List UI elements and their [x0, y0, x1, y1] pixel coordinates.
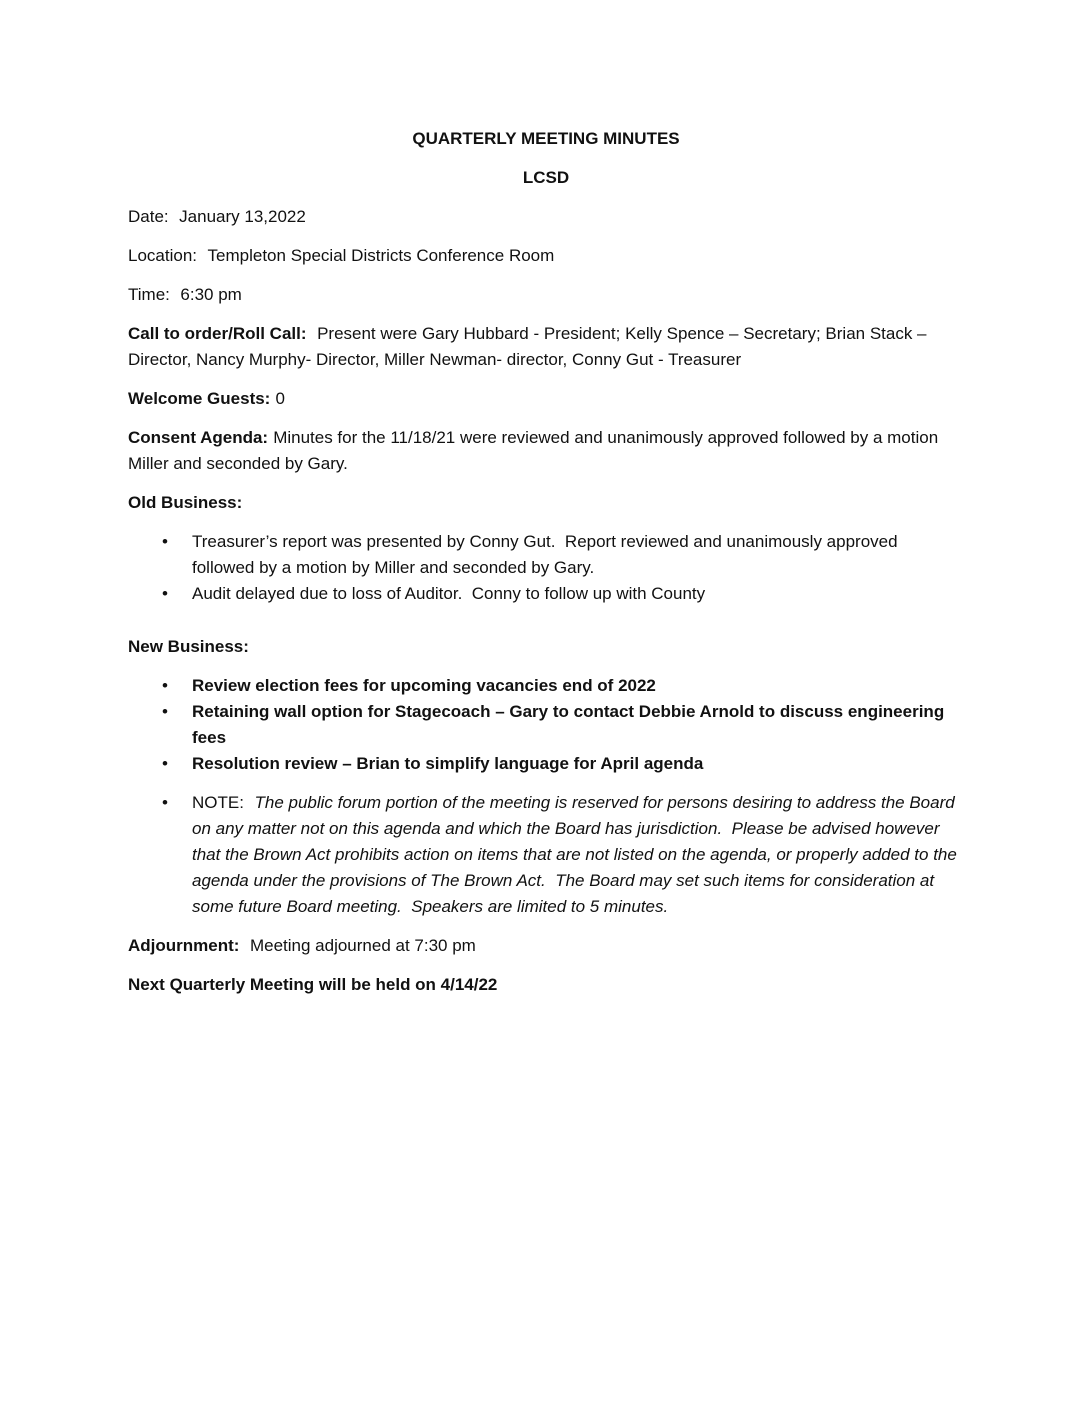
new-business-heading: New Business:	[128, 637, 249, 656]
time-label: Time:	[128, 285, 170, 304]
adjournment-label: Adjournment:	[128, 936, 240, 955]
note-item	[192, 790, 964, 920]
location-label: Location:	[128, 246, 197, 265]
location-line	[128, 243, 964, 269]
list-item: • Resolution review – Brian to simplify language for April agenda	[192, 751, 964, 777]
welcome-guests-label: Welcome Guests:	[128, 389, 271, 408]
consent-agenda-text: Minutes for the 11/18/21 were reviewed and unanimously approved followed by a motion Miller and seconded by Gary.	[128, 428, 943, 473]
adjournment-paragraph	[128, 933, 964, 959]
welcome-guests-paragraph	[128, 386, 964, 412]
welcome-guests-value: 0	[275, 389, 285, 408]
consent-agenda-label: Consent Agenda:	[128, 428, 269, 447]
call-to-order-label: Call to order/Roll Call:	[128, 324, 307, 343]
list-item: • Retaining wall option for Stagecoach – Gary to contact Debbie Arnold to discuss engineering fees	[192, 699, 964, 751]
old-business-list	[128, 529, 964, 607]
list-item: • Review election fees for upcoming vacancies end of 2022	[192, 673, 964, 699]
note-text: The public forum portion of the meeting is reserved for persons desiring to address the Board on any matter not on this agenda and which the Board has jurisdiction. Please be advised however that the Brown Act prohibits action on items that are not listed on the agenda, or properly added to the agenda under the provisions of The Brown Act. The Board may set such items for consideration at some future Board meeting. Speakers are limited to 5 minutes.	[192, 793, 962, 916]
call-to-order-text: Present were Gary Hubbard - President; Kelly Spence – Secretary; Brian Stack – Director, Nancy Murphy- Director, Miller Newman- director, Conny Gut - Treasurer	[128, 324, 932, 369]
list-item: • Treasurer’s report was presented by Conny Gut. Report reviewed and unanimously approved followed by a motion by Miller and seconded by Gary.	[192, 529, 964, 581]
adjournment-text: Meeting adjourned at 7:30 pm	[249, 936, 476, 955]
document-subtitle: LCSD	[522, 168, 570, 187]
date-line	[128, 204, 964, 230]
date-label: Date:	[128, 207, 169, 226]
new-business-list	[128, 673, 964, 777]
note-list	[128, 790, 964, 920]
call-to-order-paragraph	[128, 321, 964, 373]
next-meeting-line: Next Quarterly Meeting will be held on 4/14/22	[128, 975, 498, 994]
date-value: January 13,2022	[179, 207, 306, 226]
time-line	[128, 282, 964, 308]
consent-agenda-paragraph	[128, 425, 964, 477]
list-item: • Audit delayed due to loss of Auditor. Conny to follow up with County	[192, 581, 964, 607]
document-title: QUARTERLY MEETING MINUTES	[412, 129, 680, 148]
old-business-heading: Old Business:	[128, 493, 243, 512]
note-label: NOTE:	[192, 793, 244, 812]
time-value: 6:30 pm	[180, 285, 242, 304]
location-value: Templeton Special Districts Conference Room	[207, 246, 555, 265]
